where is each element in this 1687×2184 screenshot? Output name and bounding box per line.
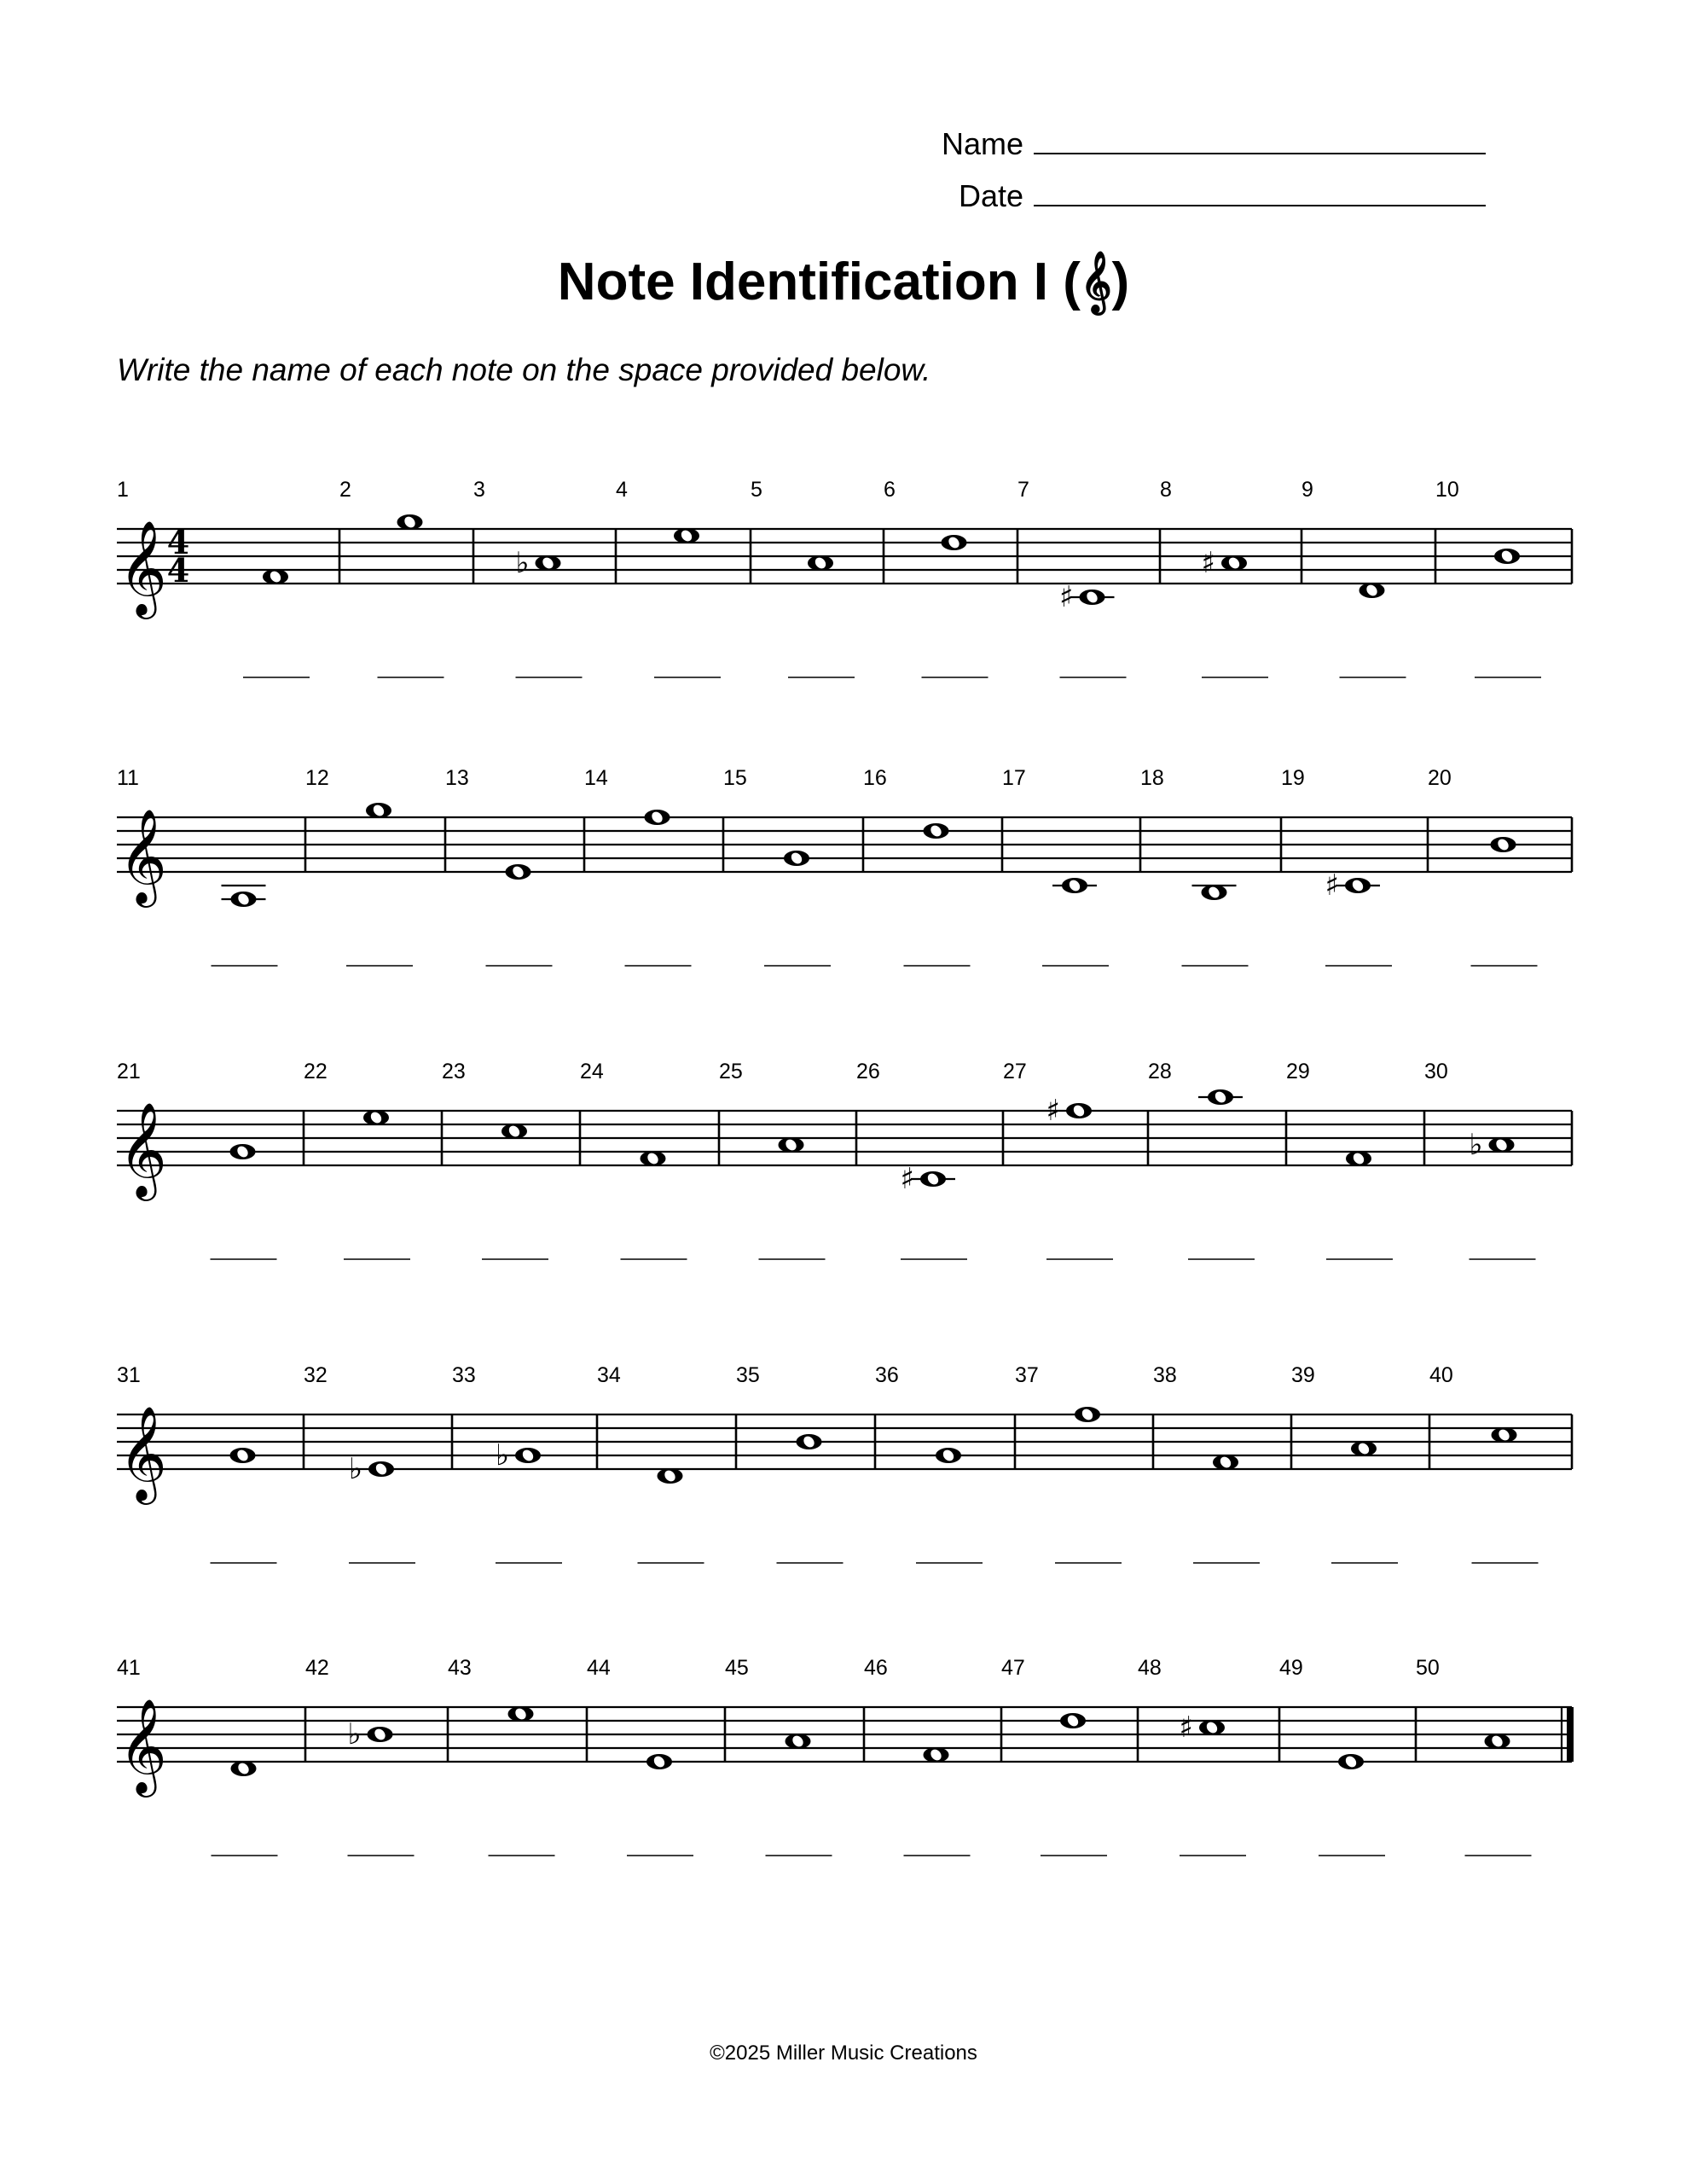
measure-number: 15 <box>723 766 747 790</box>
treble-clef-icon: 𝄞 <box>119 1405 167 1501</box>
measure-number: 46 <box>864 1656 888 1680</box>
measure-number: 42 <box>305 1656 329 1680</box>
measure-number: 40 <box>1429 1363 1453 1387</box>
measure-number: 49 <box>1279 1656 1303 1680</box>
flat-icon: ♭ <box>1469 1128 1483 1162</box>
time-signature-top: 4 <box>166 523 190 561</box>
sharp-icon: ♯ <box>900 1162 914 1196</box>
measure-number: 43 <box>448 1656 472 1680</box>
measure-number: 13 <box>445 766 469 790</box>
measure-number: 22 <box>304 1060 328 1083</box>
measure-number: 18 <box>1140 766 1164 790</box>
sharp-icon: ♯ <box>1325 868 1339 903</box>
measure-number: 2 <box>339 478 351 502</box>
measure-number: 38 <box>1153 1363 1177 1387</box>
measure-number: 10 <box>1435 478 1459 502</box>
measure-number: 27 <box>1003 1060 1027 1083</box>
measure-number: 4 <box>616 478 628 502</box>
sharp-icon: ♯ <box>1201 546 1215 580</box>
measure-number: 16 <box>863 766 887 790</box>
measure-number: 25 <box>719 1060 743 1083</box>
measure-number: 41 <box>117 1656 141 1680</box>
sharp-icon: ♯ <box>1046 1094 1060 1128</box>
measure-number: 6 <box>884 478 896 502</box>
treble-clef-icon: 𝄞 <box>119 1698 167 1793</box>
measure-number: 30 <box>1424 1060 1448 1083</box>
flat-icon: ♭ <box>515 546 530 580</box>
measure-number: 3 <box>473 478 485 502</box>
measure-number: 9 <box>1301 478 1313 502</box>
date-label: Date <box>958 178 1023 213</box>
measure-number: 17 <box>1002 766 1026 790</box>
measure-number: 21 <box>117 1060 141 1083</box>
flat-icon: ♭ <box>347 1717 362 1751</box>
instructions: Write the name of each note on the space provided below. <box>117 352 931 387</box>
measure-number: 45 <box>725 1656 749 1680</box>
measure-number: 33 <box>452 1363 476 1387</box>
measure-number: 23 <box>442 1060 466 1083</box>
measure-number: 39 <box>1291 1363 1315 1387</box>
measure-number: 44 <box>587 1656 611 1680</box>
time-signature-bottom: 4 <box>166 551 190 590</box>
name-label: Name <box>941 126 1023 161</box>
measure-number: 35 <box>736 1363 760 1387</box>
measure-number: 8 <box>1160 478 1172 502</box>
measure-number: 1 <box>117 478 129 502</box>
measure-number: 19 <box>1281 766 1305 790</box>
measure-number: 50 <box>1416 1656 1440 1680</box>
flat-icon: ♭ <box>348 1452 362 1486</box>
treble-clef-icon: 𝄞 <box>119 808 167 903</box>
measure-number: 47 <box>1001 1656 1025 1680</box>
copyright-footer: ©2025 Miller Music Creations <box>710 2042 977 2065</box>
measure-number: 37 <box>1015 1363 1039 1387</box>
treble-clef-icon: 𝄞 <box>119 1101 167 1197</box>
page-title: Note Identification I (𝄞) <box>557 253 1130 311</box>
final-barline <box>1567 1707 1574 1762</box>
measure-number: 48 <box>1138 1656 1162 1680</box>
measure-number: 5 <box>751 478 762 502</box>
measure-number: 24 <box>580 1060 604 1083</box>
measure-number: 34 <box>597 1363 621 1387</box>
measure-number: 14 <box>584 766 608 790</box>
measure-number: 29 <box>1286 1060 1310 1083</box>
flat-icon: ♭ <box>495 1438 509 1472</box>
measure-number: 36 <box>875 1363 899 1387</box>
sharp-icon: ♯ <box>1179 1711 1193 1745</box>
measure-number: 28 <box>1148 1060 1172 1083</box>
measure-number: 31 <box>117 1363 141 1387</box>
measure-number: 11 <box>117 766 139 790</box>
measure-number: 20 <box>1428 766 1452 790</box>
treble-clef-icon: 𝄞 <box>119 520 167 615</box>
measure-number: 12 <box>305 766 329 790</box>
measure-number: 32 <box>304 1363 328 1387</box>
sharp-icon: ♯ <box>1059 580 1074 614</box>
measure-number: 7 <box>1017 478 1029 502</box>
measure-number: 26 <box>856 1060 880 1083</box>
